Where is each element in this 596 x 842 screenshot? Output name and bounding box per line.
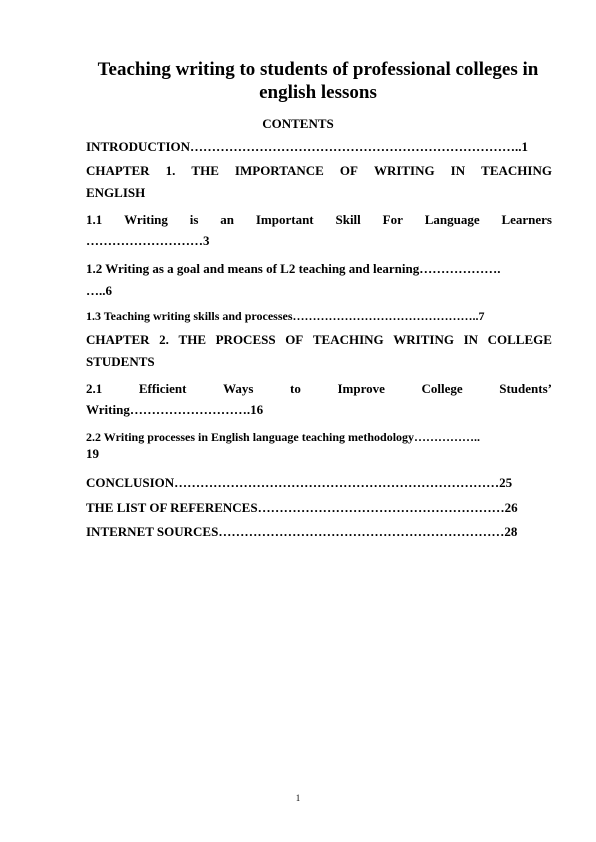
toc-entry-1-2[interactable]: [86, 261, 552, 299]
word: Skill: [335, 212, 361, 227]
word: IN: [463, 332, 479, 347]
toc-1-2-line-1: 1.2 Writing as a goal and means of L2 teaching and learning……………….: [86, 261, 501, 276]
word: THE: [178, 332, 206, 347]
toc-1-1-line-2: ………………………3: [86, 233, 210, 248]
word: Important: [255, 212, 314, 227]
word: to: [290, 381, 301, 396]
word: IN: [450, 163, 466, 178]
word: For: [382, 212, 403, 227]
toc-chapter-2-line-1: [86, 332, 552, 348]
word: Language: [424, 212, 480, 227]
toc-chapter-1-line-2: ENGLISH: [86, 185, 146, 200]
toc-2-2-line-1: 2.2 Writing processes in English language teaching methodology……………..: [86, 430, 481, 444]
word: 2.: [159, 332, 169, 347]
word: 2.1: [86, 381, 103, 396]
toc-entry-chapter-2[interactable]: [86, 332, 552, 370]
toc-entry-internet-sources[interactable]: INTERNET SOURCES…………………………………………………………28: [86, 524, 518, 539]
toc-chapter-1-line-1: [86, 163, 552, 179]
toc-2-1-line-1: [86, 381, 552, 397]
toc-1-2-line-2: …..6: [86, 283, 112, 298]
word: College: [421, 381, 463, 396]
toc-1-1-line-1: [86, 212, 552, 228]
toc-2-2-line-2: 19: [86, 446, 99, 461]
contents-heading: CONTENTS: [262, 116, 334, 131]
word: Improve: [337, 381, 385, 396]
toc-entry-1-3[interactable]: 1.3 Teaching writing skills and processes………………………………………..7: [86, 309, 485, 323]
document-title: [80, 58, 556, 104]
toc-entry-conclusion[interactable]: CONCLUSION…………………………………………………………………25: [86, 475, 513, 490]
word: is: [189, 212, 199, 227]
title-line-2: english lessons: [259, 82, 377, 103]
word: OF: [285, 332, 304, 347]
word: WRITING: [393, 332, 454, 347]
toc-entry-2-2[interactable]: [86, 430, 552, 462]
toc-entry-chapter-1[interactable]: [86, 163, 552, 201]
word: OF: [339, 163, 358, 178]
word: IMPORTANCE: [234, 163, 324, 178]
toc-2-1-line-2: Writing……………………….16: [86, 402, 264, 417]
word: PROCESS: [215, 332, 276, 347]
toc-entry-1-1[interactable]: [86, 212, 552, 249]
word: CHAPTER: [86, 163, 150, 178]
word: 1.1: [86, 212, 103, 227]
word: 1.: [165, 163, 176, 178]
toc-entry-references[interactable]: THE LIST OF REFERENCES…………………………………………………26: [86, 500, 518, 515]
toc-chapter-2-line-2: STUDENTS: [86, 354, 155, 369]
toc-entry-2-1[interactable]: [86, 381, 552, 418]
word: Ways: [223, 381, 254, 396]
word: Students’: [499, 381, 552, 396]
word: WRITING: [373, 163, 435, 178]
word: Writing: [124, 212, 168, 227]
word: COLLEGE: [487, 332, 552, 347]
word: Learners: [501, 212, 552, 227]
toc-entry-introduction[interactable]: INTRODUCTION…………………………………………………………………..1: [86, 139, 529, 154]
word: Efficient: [138, 381, 187, 396]
word: THE: [191, 163, 219, 178]
word: an: [220, 212, 235, 227]
title-line-1: Teaching writing to students of professional colleges in: [97, 59, 539, 80]
word: TEACHING: [481, 163, 552, 178]
word: TEACHING: [312, 332, 384, 347]
page-number: 1: [295, 793, 301, 803]
word: CHAPTER: [86, 332, 150, 347]
